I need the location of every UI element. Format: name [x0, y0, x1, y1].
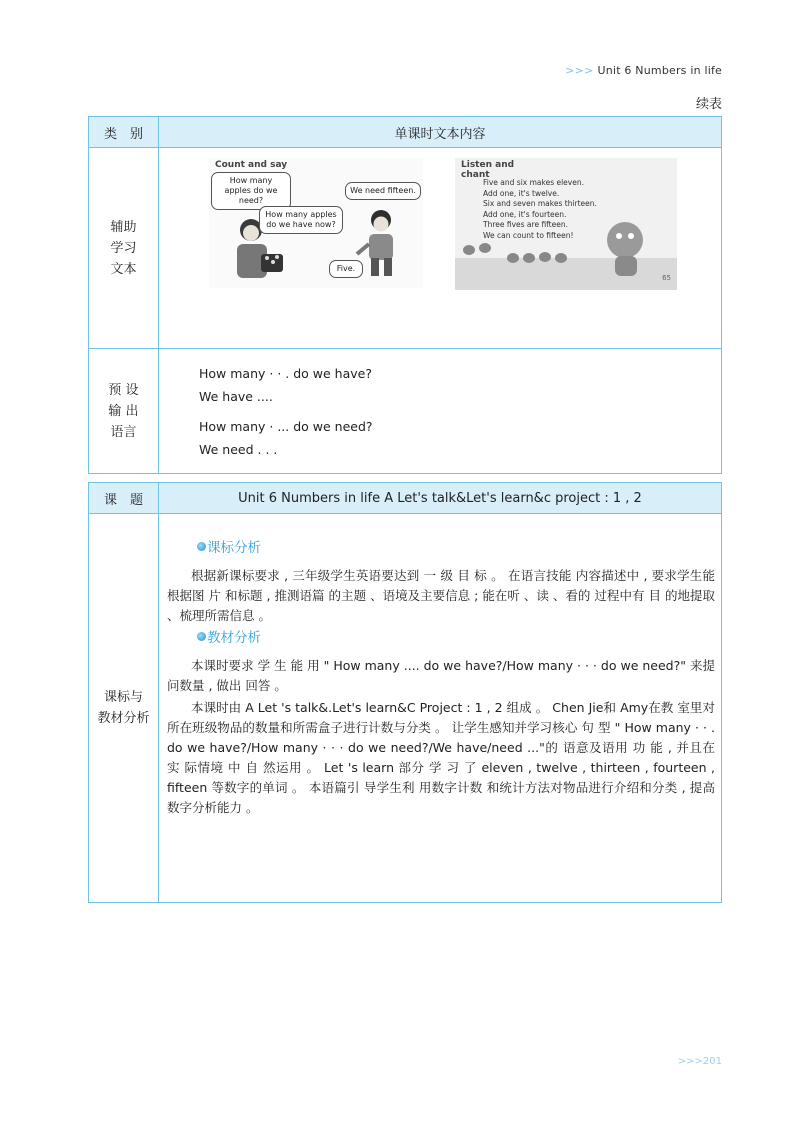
chant-line: Six and seven makes thirteen. — [483, 199, 597, 208]
language-line: We need . . . — [199, 442, 278, 457]
aux-label-line: 文本 — [110, 261, 137, 277]
count-and-say-title: Count and say — [215, 160, 288, 170]
chant-line: Five and six makes eleven. — [483, 178, 584, 187]
table1-header-right: 单课时文本内容 — [159, 117, 722, 148]
aux-text-row — [89, 148, 722, 349]
table2-header-row — [89, 483, 722, 514]
speech-bubble: How many apples do we have now? — [259, 206, 343, 234]
table2-header-left: 课 题 — [89, 483, 159, 514]
section-title-textbook — [197, 626, 261, 646]
aux-label-line: 学习 — [110, 240, 137, 256]
running-header — [565, 64, 722, 77]
aux-label-line: 辅助 — [110, 219, 137, 235]
curriculum-analysis-text: 根据新课标要求 , 三年级学生英语要达到 一 级 目 标 。 在语言技能 内容描述中 , 要求学生能根据图 片 和标题 , 推测语篇 的主题 、语境及主要信息 ; 能在听 、读 、看的 过程中有 目 的地提取 、梳理所需信息 。 — [167, 568, 715, 623]
section-title-text: 教材分析 — [207, 630, 261, 646]
language-line: How many · · . do we have? — [199, 366, 372, 381]
aux-text-illustrations — [159, 148, 722, 349]
preset-label-line: 语言 — [110, 424, 137, 440]
speech-bubble: Five. — [329, 260, 363, 278]
table1-header-row — [89, 117, 722, 148]
analysis-label-line: 教材分析 — [97, 711, 150, 726]
bullet-dot-icon — [197, 542, 206, 551]
analysis-content — [159, 514, 722, 903]
analysis-label — [89, 514, 159, 903]
preset-language-row — [89, 349, 722, 474]
running-header-arrows: >>> — [565, 64, 594, 77]
table2-header-right: Unit 6 Numbers in life A Let's talk&Let's learn&c project : 1 , 2 — [159, 483, 722, 514]
aux-text-label — [89, 148, 159, 349]
preset-label-line: 输 出 — [108, 403, 139, 419]
preset-label-line: 预 设 — [108, 382, 139, 398]
preset-language-label — [89, 349, 159, 474]
language-line: We have .... — [199, 389, 273, 404]
page-number: >>>201 — [677, 1056, 722, 1067]
textbook-analysis-text-2: 本课时由 A Let 's talk&.Let's learn&C Project : 1 , 2 组成 。 Chen Jie和 Amy在教 室里对所在班级物品的数量和所需盒子进行计数与分类 。 让学生感知并学习核心 句 型 " How many · · . do we have?/How many · · · do we need?/We have/need ..."的 语意及语用 功 能 , 并且在 实 际情境 中 自 然运用 。 Let 's learn 部分 学 习 了 eleven , twelve , thirteen , fourteen , fifteen 等数字的单词 。 本语篇引 导学生利 用数字计数 和统计方法对物品进行介绍和分类 , 提高数字分析能力 。 — [167, 700, 715, 815]
listen-and-chant-title: Listen and chant — [461, 160, 515, 180]
running-header-title: Unit 6 Numbers in life — [597, 64, 722, 77]
chant-line: Three fives are fifteen. — [483, 220, 568, 229]
lesson-analysis-table — [88, 482, 722, 903]
section-title-text: 课标分析 — [207, 540, 261, 556]
listen-and-chant-illustration — [455, 158, 677, 290]
count-and-say-illustration — [209, 158, 423, 288]
chant-line: Add one, it's twelve. — [483, 188, 560, 198]
table1-header-left: 类 别 — [89, 117, 159, 148]
continued-label: 续表 — [695, 97, 722, 112]
analysis-label-line: 课标与 — [103, 690, 143, 705]
analysis-row — [89, 514, 722, 903]
lesson-text-table — [88, 116, 722, 474]
illustration-page-number: 65 — [662, 274, 671, 282]
speech-bubble: We need fifteen. — [345, 182, 421, 200]
section-title-curriculum — [197, 536, 261, 556]
language-line: How many · ... do we need? — [199, 419, 373, 434]
monkeys-drawing — [455, 158, 677, 290]
bullet-dot-icon — [197, 632, 206, 641]
textbook-analysis-text-1: 本课时要求 学 生 能 用 " How many .... do we have?/How many · · · do we need?" 来提问数量 , 做出 回答 。 — [167, 658, 715, 693]
chant-line: Add one, it's fourteen. — [483, 209, 567, 219]
chant-line: We can count to fifteen! — [483, 230, 574, 240]
preset-language-content — [159, 349, 722, 474]
speech-bubble: How many apples do we need? — [211, 172, 291, 210]
